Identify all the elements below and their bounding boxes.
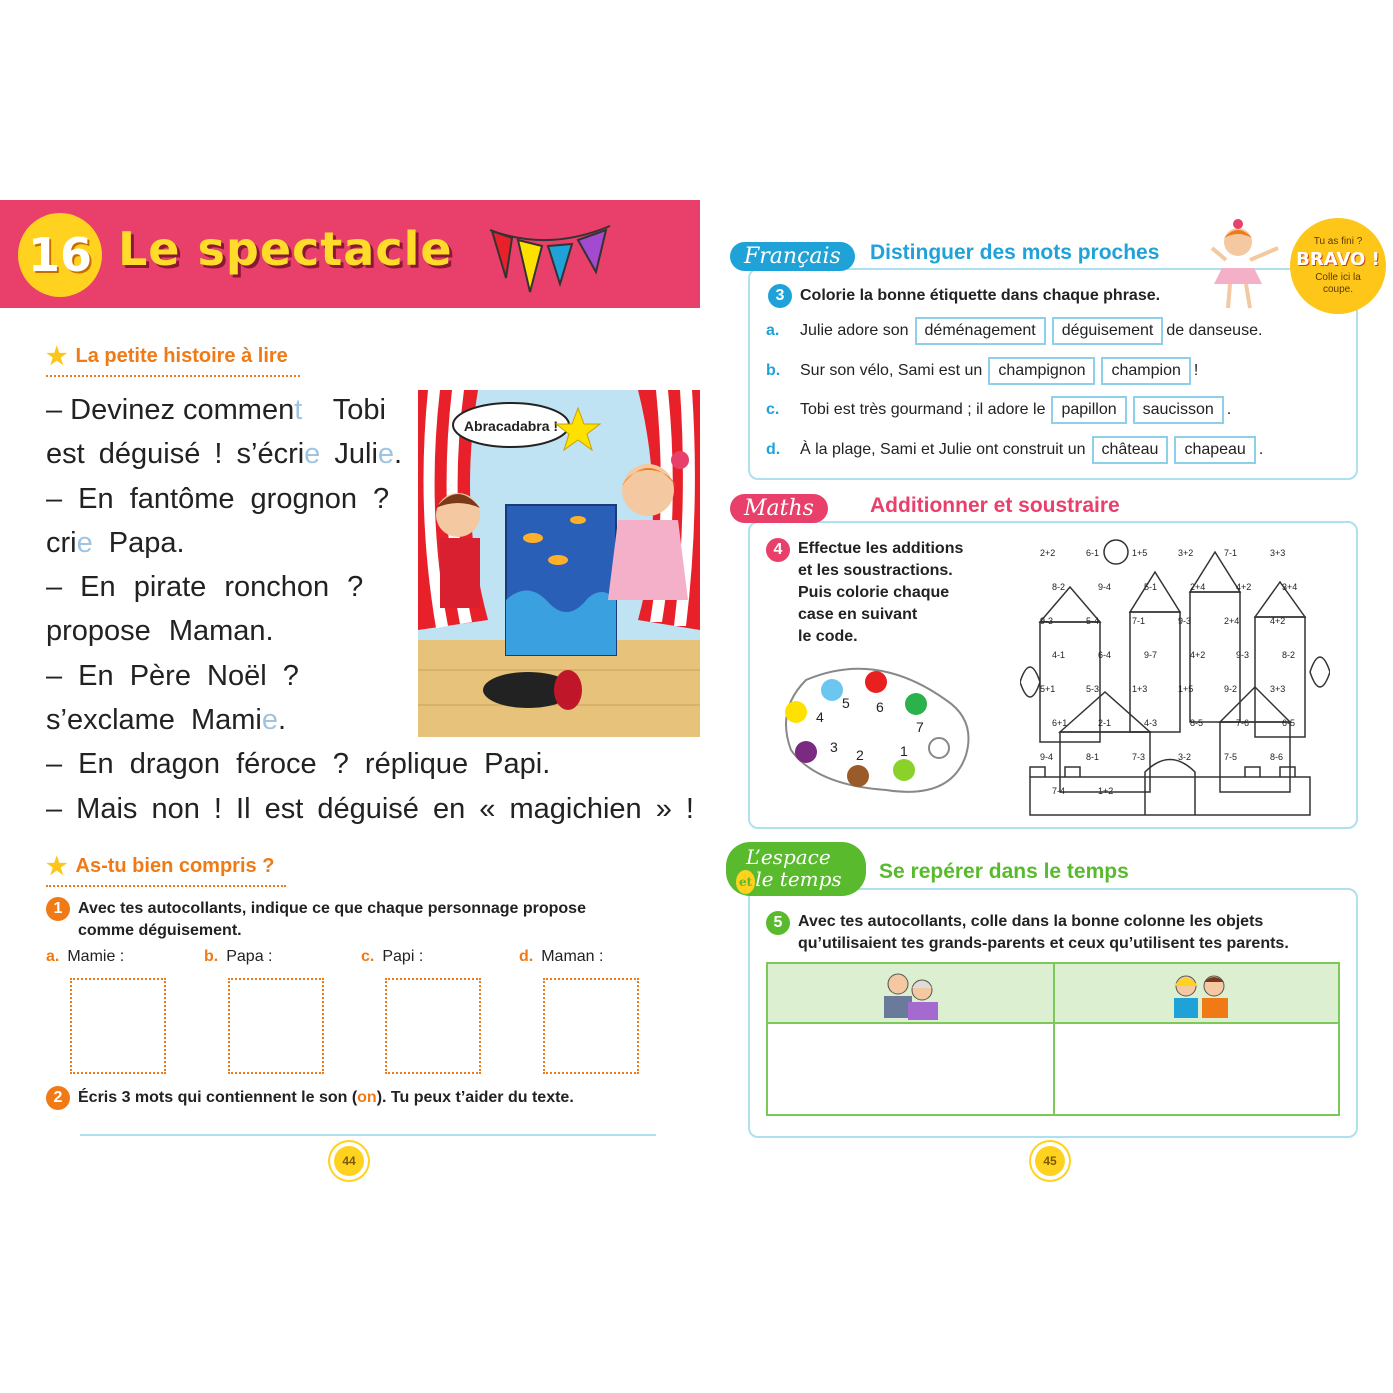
palette-color-dot [785, 701, 807, 723]
bunting-decoration [488, 222, 612, 302]
palette-number: 5 [842, 695, 850, 711]
sticker-slot-c: c. Papi : [361, 948, 481, 1074]
palette-color-dot [893, 759, 915, 781]
question-number: 1 [46, 897, 70, 921]
castle-cell-label: 2+4 [1224, 616, 1240, 626]
castle-cell-label: 8-2 [1052, 582, 1066, 592]
writing-line[interactable] [80, 1134, 656, 1136]
castle-cell-label: 2-1 [1098, 718, 1112, 728]
castle-cell-label: 9-2 [1224, 684, 1238, 694]
story-line: – En pirate ronchon ? [46, 571, 364, 604]
castle-cell-label: 7-1 [1132, 616, 1146, 626]
question-5: 5 Avec tes autocollants, colle dans la bonne colonne les objets qu’utilisaient tes grands-parents et ceux qu’utilisent tes parents. [766, 911, 1334, 955]
castle-cell-label: 4-3 [1144, 718, 1158, 728]
palette-number: 1 [900, 743, 908, 759]
sticker-slot-b: b. Papa : [204, 948, 324, 1074]
sticker-box[interactable] [228, 978, 324, 1074]
castle-cell-label: 6+1 [1052, 718, 1068, 728]
parents-column[interactable] [1055, 1024, 1338, 1114]
label-chip[interactable]: champion [1101, 357, 1190, 385]
sticker-slot-d: d. Maman : [519, 948, 639, 1074]
sentence-b: b. Sur son vélo, Sami est un champignon champion ! [766, 357, 1198, 385]
castle-cell-label: 8-1 [1086, 752, 1100, 762]
castle-cell-label: 3+2 [1178, 548, 1194, 558]
label-chip[interactable]: chapeau [1174, 436, 1255, 464]
castle-cell-label: 7-6 [1236, 718, 1250, 728]
page-number-44: 44 [334, 1146, 364, 1176]
palette-color-dot [865, 671, 887, 693]
label-chip[interactable]: château [1092, 436, 1169, 464]
story-heading-label: La petite histoire à lire [75, 345, 288, 367]
sentence-d: d. À la plage, Sami et Julie ont construit un château chapeau . [766, 436, 1263, 464]
castle-cell-label: 8-5 [1190, 718, 1204, 728]
castle-cell-label: 6-5 [1282, 718, 1296, 728]
sticker-box[interactable] [385, 978, 481, 1074]
banner-scallop [0, 300, 700, 314]
palette-color-dot [821, 679, 843, 701]
lesson-title: Le spectacle [118, 222, 453, 276]
sticker-box[interactable] [543, 978, 639, 1074]
francais-heading: Distinguer des mots proches [870, 241, 1160, 264]
sticker-slot-a: a. Mamie : [46, 948, 166, 1074]
question-4: 4 Effectue les additions et les soustractions. Puis colorie chaque case en suivant le code. [766, 538, 963, 648]
sentence-a: a. Julie adore son déménagement déguisement de danseuse. [766, 317, 1262, 345]
espace-tag: L’espace et le temps [726, 842, 866, 896]
castle-cell-label: 2+2 [1040, 548, 1056, 558]
castle-cell-label: 9-3 [1178, 616, 1192, 626]
sticker-box[interactable] [70, 978, 166, 1074]
label-chip[interactable]: papillon [1051, 396, 1126, 424]
castle-cell-label: 7-4 [1052, 786, 1066, 796]
story-line: – En Père Noël ? [46, 659, 299, 692]
palette-color-dot [905, 693, 927, 715]
palette-number: 6 [876, 699, 884, 715]
castle-cell-label: 4+2 [1190, 650, 1206, 660]
maths-tag: Maths [730, 494, 828, 523]
castle-cell-label: 1+5 [1178, 684, 1194, 694]
question-number: 2 [46, 1086, 70, 1110]
maths-heading: Additionner et soustraire [870, 494, 1120, 517]
francais-tag: Français [730, 242, 855, 271]
magic-show-illustration [418, 390, 700, 737]
palette-number: 2 [856, 747, 864, 763]
castle-cell-label: 7-3 [1132, 752, 1146, 762]
sentence-c: c. Tobi est très gourmand ; il adore le papillon saucisson . [766, 396, 1231, 424]
palette-number: 7 [916, 719, 924, 735]
castle-cell-label: 6-4 [1098, 650, 1112, 660]
castle-cell-label: 9-4 [1040, 752, 1054, 762]
label-chip[interactable]: déguisement [1052, 317, 1164, 345]
story-line: crie Papa. [46, 526, 185, 559]
grandparents-icon [874, 968, 948, 1020]
castle-coloring-picture[interactable] [1020, 532, 1330, 818]
story-line: – En fantôme grognon ? [46, 482, 390, 515]
grandparents-column[interactable] [768, 1024, 1052, 1114]
castle-cell-label: 8-6 [1270, 752, 1284, 762]
label-chip[interactable]: champignon [988, 357, 1095, 385]
question-1 [46, 897, 626, 942]
castle-cell-label: 3+3 [1270, 684, 1286, 694]
comprehension-heading [46, 852, 286, 887]
castle-cell-label: 1+3 [1132, 684, 1148, 694]
star-icon: ★ [46, 853, 68, 880]
palette-number: 3 [830, 739, 838, 755]
story-line: – Mais non ! Il est déguisé en « magichien » ! [46, 792, 694, 825]
castle-cell-label: 5-3 [1086, 684, 1100, 694]
castle-cell-label: 4+2 [1270, 616, 1286, 626]
palette-number: 4 [816, 709, 824, 725]
star-icon: ★ [46, 343, 68, 370]
parents-icon [1164, 968, 1238, 1020]
castle-cell-label: 9-7 [1144, 650, 1158, 660]
color-palette [776, 660, 976, 800]
palette-color-dot [847, 765, 869, 787]
comprehension-heading-label: As-tu bien compris ? [75, 855, 275, 877]
story-line: – En dragon féroce ? réplique Papi. [46, 748, 551, 781]
page-number-45: 45 [1035, 1146, 1065, 1176]
speech-bubble-text: Abracadabra ! [463, 418, 559, 434]
dancer-illustration [1208, 218, 1288, 310]
palette-color-dot [795, 741, 817, 763]
bravo-sticker-spot[interactable]: Tu as fini ? BRAVO ! Colle ici la coupe. [1290, 218, 1386, 314]
label-chip[interactable]: déménagement [915, 317, 1046, 345]
castle-cell-label: 9-3 [1040, 616, 1054, 626]
castle-cell-label: 3+3 [1270, 548, 1286, 558]
castle-cell-label: 3-2 [1178, 752, 1192, 762]
castle-cell-label: 5-1 [1144, 582, 1158, 592]
sticker-row [46, 948, 646, 1073]
castle-cell-label: 5+1 [1040, 684, 1056, 694]
story-line: est déguisé ! s’écrie Julie. [46, 438, 403, 471]
castle-cell-label: 4+2 [1236, 582, 1252, 592]
castle-cell-label: 1+2 [1098, 786, 1114, 796]
sound-on: on [357, 1089, 377, 1107]
story-line: s’exclame Mamie. [46, 704, 287, 737]
story-line: propose Maman. [46, 615, 274, 648]
sorting-table [766, 962, 1340, 1116]
castle-cell-label: 9-3 [1236, 650, 1250, 660]
castle-cell-label: 9-4 [1098, 582, 1112, 592]
label-chip[interactable]: saucisson [1133, 396, 1224, 424]
castle-cell-label: 1+5 [1132, 548, 1148, 558]
castle-cell-label: 7-1 [1224, 548, 1238, 558]
castle-cell-label: 4-1 [1052, 650, 1066, 660]
question-2: 2 Écris 3 mots qui contiennent le son (on). Tu peux t’aider du texte. [46, 1086, 574, 1110]
castle-cell-label: 6-1 [1086, 548, 1100, 558]
question-1-text: Avec tes autocollants, indique ce que chaque personnage propose comme déguisement. [78, 900, 586, 939]
castle-cell-label: 8-2 [1282, 650, 1296, 660]
question-3: 3 Colorie la bonne étiquette dans chaque phrase. [768, 284, 1160, 308]
castle-cell-label: 3+4 [1282, 582, 1298, 592]
story-line: – Devinez comment Tobi [46, 394, 386, 426]
story-heading [46, 342, 300, 377]
castle-cell-label: 2+4 [1190, 582, 1206, 592]
espace-heading: Se repérer dans le temps [879, 860, 1129, 883]
castle-cell-label: 7-5 [1224, 752, 1238, 762]
lesson-number: 16 [18, 213, 102, 297]
castle-cell-label: 5-4 [1086, 616, 1100, 626]
